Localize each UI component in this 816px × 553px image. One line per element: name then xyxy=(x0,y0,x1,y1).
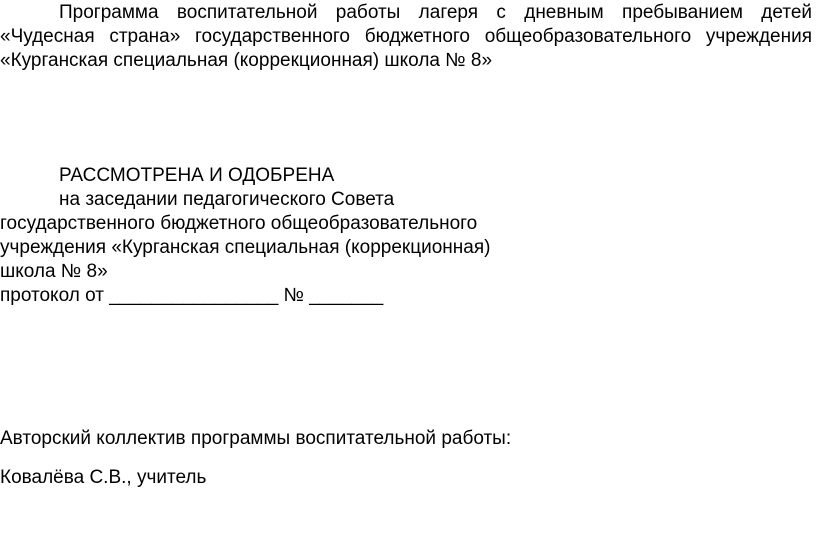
approval-line-council: на заседании педагогического Совета xyxy=(59,189,395,210)
program-title-paragraph: Программа воспитательной работы лагеря с дневным пребыванием детей «Чудесная страна» государственного бюджетного общеобразовательного учреждения «Курганская специальная (коррекционная) школа № 8» xyxy=(0,2,812,71)
approval-heading: РАССМОТРЕНА И ОДОБРЕНА xyxy=(59,165,335,186)
approval-line-institution: государственного бюджетного общеобразовательного xyxy=(0,213,478,234)
approval-block xyxy=(0,164,812,308)
authors-label: Авторский коллектив программы воспитательной работы: xyxy=(0,428,512,449)
approval-line-school-name: учреждения «Курганская специальная (коррекционная) xyxy=(0,237,491,258)
protocol-line: протокол от ________________ № _______ xyxy=(0,285,384,306)
author-name: Ковалёва С.В., учитель xyxy=(0,467,207,488)
approval-line-school-number: школа № 8» xyxy=(0,261,108,282)
